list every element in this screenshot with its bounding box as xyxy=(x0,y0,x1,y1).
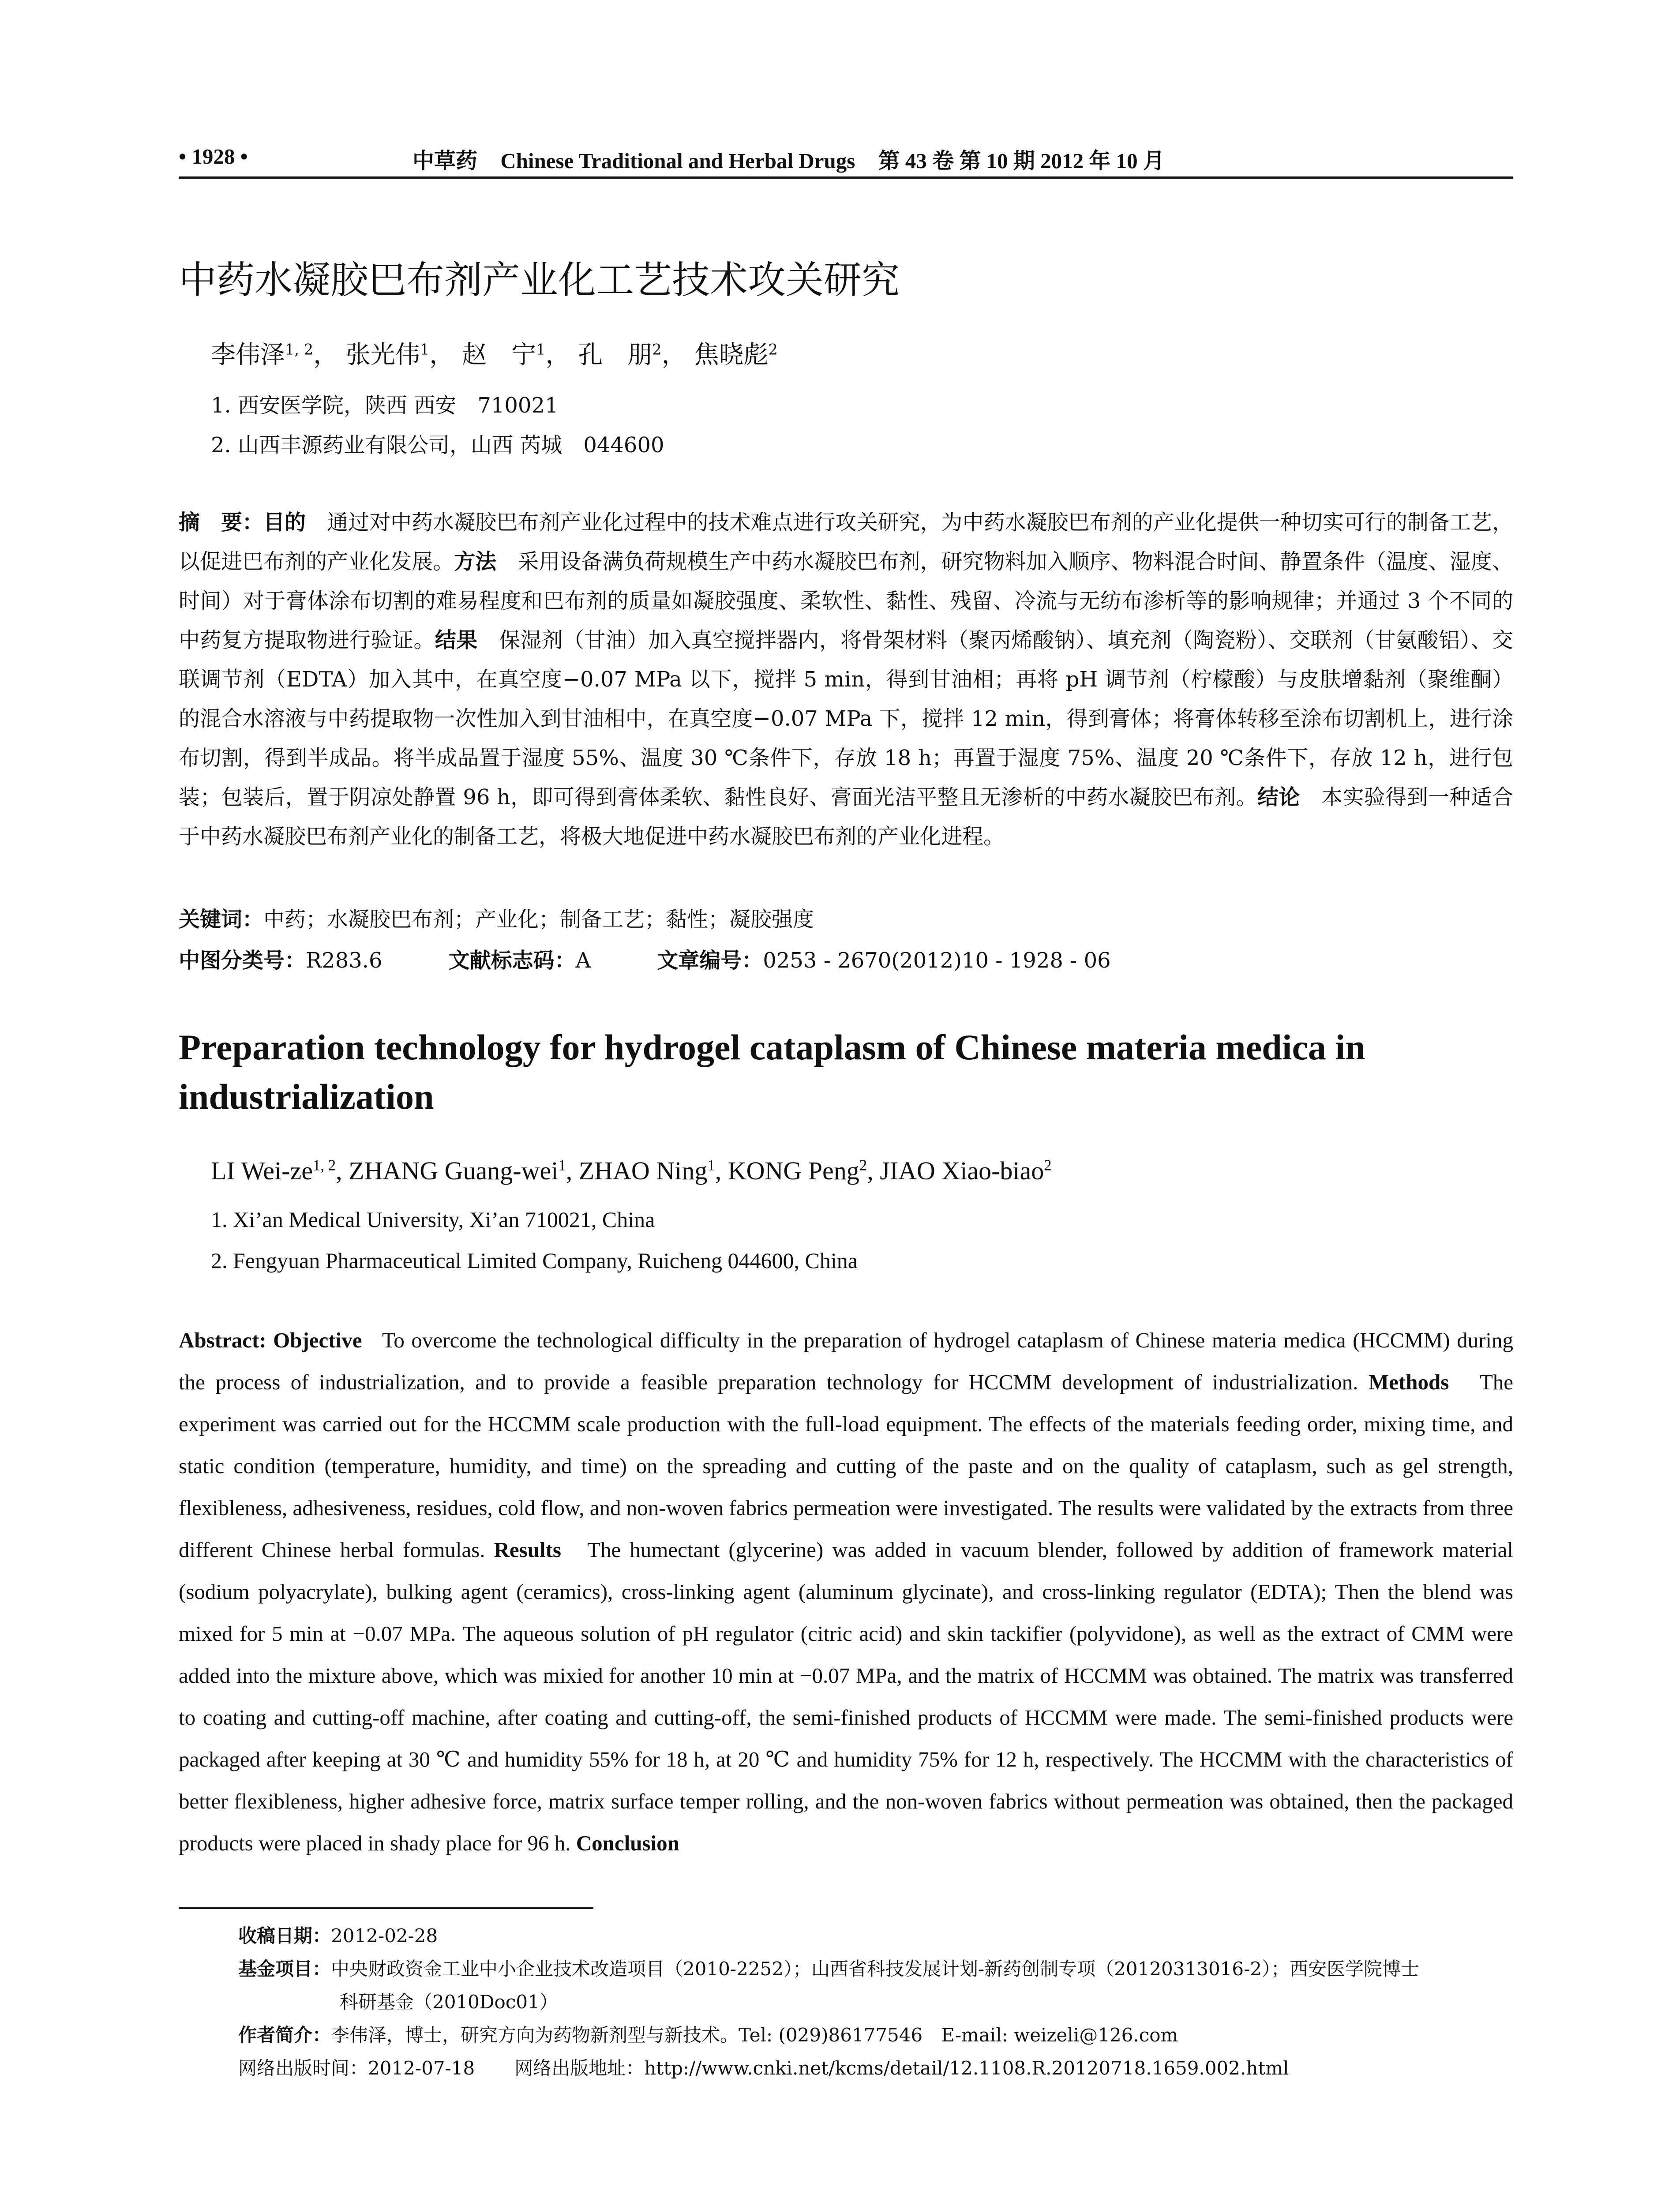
clc-label: 中图分类号： xyxy=(179,948,306,973)
cn-abstract xyxy=(179,503,1513,856)
journal-name-en: Chinese Traditional and Herbal Drugs xyxy=(500,149,855,173)
en-author-1-aff: 1, 2 xyxy=(312,1156,336,1174)
en-title: Preparation technology for hydrogel cataplasm of Chinese materia medica in industrialization xyxy=(179,1027,1365,1117)
en-author-3-aff: 1 xyxy=(707,1156,715,1174)
en-author-1: LI Wei-ze xyxy=(211,1156,313,1185)
cn-title: 中药水凝胶巴布剂产业化工艺技术攻关研究 xyxy=(179,258,900,302)
footnote-online xyxy=(238,2052,1513,2085)
footnote-author xyxy=(238,2018,1513,2052)
article-no-value: 0253 - 2670(2012)10 - 1928 - 06 xyxy=(763,948,1111,973)
en-abstract-label: Abstract: xyxy=(179,1328,266,1352)
cn-author-1-aff: 1, 2 xyxy=(285,341,314,358)
cn-author-3-aff: 1 xyxy=(536,341,546,358)
cn-affiliation-1: 1. 西安医学院，陕西 西安 710021 xyxy=(211,393,559,418)
cn-affiliation-2: 2. 山西丰源药业有限公司，山西 芮城 044600 xyxy=(211,433,664,458)
cn-objective-label: 目的 xyxy=(263,510,306,535)
en-objective-label: Objective xyxy=(273,1328,362,1352)
cn-author-5: 焦晓彪 xyxy=(694,341,769,369)
cn-conclusion-label: 结论 xyxy=(1257,785,1300,810)
cn-results-text: 保湿剂（甘油）加入真空搅拌器内，将骨架材料（聚丙烯酸钠）、填充剂（陶瓷粉）、交联剂（甘氨酸铝）、交联调节剂（EDTA）加入其中，在真空度−0.07 MPa 以下，搅拌 5 min，得到甘油相；再将 pH 调节剂（柠檬酸）与皮肤增黏剂（聚维酮）的混合水溶液与中药提取物一次性加入到甘油相中，在真空度−0.07 MPa 下，搅拌 12 min，得到膏体；将膏体转移至涂布切割机上，进行涂布切割，得到半成品。将半成品置于湿度 55%、温度 30 ℃条件下，存放 18 h；再置于湿度 75%、温度 20 ℃条件下，存放 12 h，进行包装；包装后，置于阴凉处静置 96 h，即可得到膏体柔软、黏性良好、膏面光洁平整且无渗析的中药水凝胶巴布剂。 xyxy=(179,628,1513,810)
running-header xyxy=(179,140,1513,171)
journal-issue: 第 43 卷 第 10 期 2012 年 10 月 xyxy=(878,149,1165,173)
en-methods-label: Methods xyxy=(1368,1370,1449,1394)
en-affiliation-1: 1. Xi’an Medical University, Xi’an 710021, China xyxy=(211,1207,655,1232)
en-affiliation-2: 2. Fengyuan Pharmaceutical Limited Company, Ruicheng 044600, China xyxy=(211,1248,858,1273)
fund-text-2: 科研基金（2010Doc01） xyxy=(340,1991,558,2013)
en-author-2: ZHANG Guang-wei xyxy=(349,1156,559,1185)
en-author-2-aff: 1 xyxy=(558,1156,566,1174)
en-results-text: The humectant (glycerine) was added in vacuum blender, followed by addition of framework material (sodium polyacrylate), bulking agent (ceramics), cross-linking agent (aluminum glycinate), and cross-linking regulator (EDTA); Then the blend was mixed for 5 min at −0.07 MPa. The aqueous solution of pH regulator (citric acid) and skin tackifier (polyvidone), as well as the extract of CMM were added into the mixture above, which was mixied for another 10 min at −0.07 MPa, and the matrix of HCCMM was obtained. The matrix was transferred to coating and cutting-off machine, after coating and cutting-off, the semi-finished products of HCCMM were made. The semi-finished products were packaged after keeping at 30 ℃ and humidity 55% for 18 h, at 20 ℃ and humidity 75% for 12 h, respectively. The HCCMM with the characteristics of better flexibleness, higher adhesive force, matrix surface temper rolling, and the non-woven fabrics without permeation was obtained, then the packaged products were placed in shady place for 96 h. xyxy=(179,1538,1513,1855)
en-results-label: Results xyxy=(494,1538,561,1562)
page-number: • 1928 • xyxy=(179,144,248,169)
article-no-label: 文章编号： xyxy=(657,948,763,973)
author-bio-text: 李伟泽，博士，研究方向为药物新剂型与新技术。Tel: (029)86177546 E-mail: weizeli@126.com xyxy=(331,2024,1178,2046)
en-methods-text: The experiment was carried out for the HCCMM scale production with the full-load equipment. The effects of the materials feeding order, mixing time, and static condition (temperature, humidity, and time) on the spreading and cutting of the paste and on the quality of cataplasm, such as gel strength, flexibleness, adhesiveness, residues, cold flow, and non-woven fabrics permeation were investigated. The results were validated by the extracts from three different Chinese herbal formulas. xyxy=(179,1370,1513,1562)
en-objective-text: To overcome the technological difficulty in the preparation of hydrogel cataplasm of Chinese materia medica (HCCMM) during the process of industrialization, and to provide a feasible preparation technology for HCCMM development of industrialization. xyxy=(179,1328,1513,1394)
en-author-3: ZHAO Ning xyxy=(578,1156,708,1185)
cn-keywords xyxy=(179,900,1513,939)
cn-author-4-aff: 2 xyxy=(652,341,662,358)
fund-label: 基金项目： xyxy=(238,1958,331,1980)
online-url: http://www.cnki.net/kcms/detail/12.1108.R.20120718.1659.002.html xyxy=(644,2057,1289,2079)
footnote-received xyxy=(238,1919,1513,1952)
doc-code-label: 文献标志码： xyxy=(448,948,576,973)
fund-text-1: 中央财政资金工业中小企业技术改造项目（2010-2252）；山西省科技发展计划-新药创制专项（20120313016-2）；西安医学院博士 xyxy=(331,1958,1420,1980)
cn-abstract-label: 摘 要： xyxy=(179,510,264,535)
author-bio-label: 作者简介： xyxy=(238,2024,331,2046)
en-author-5-aff: 2 xyxy=(1044,1156,1052,1174)
en-conclusion-label: Conclusion xyxy=(576,1831,679,1855)
cn-keywords-label: 关键词： xyxy=(179,907,264,932)
journal-name-cn: 中草药 xyxy=(412,148,478,173)
online-time: 2012-07-18 xyxy=(368,2057,475,2079)
cn-author-3: 赵 宁 xyxy=(462,341,536,369)
clc-value: R283.6 xyxy=(306,948,382,973)
doc-code-value: A xyxy=(575,948,591,973)
online-time-label: 网络出版时间： xyxy=(238,2057,368,2079)
footnotes xyxy=(238,1919,1513,2085)
cn-authors: 李伟泽$^{1, 2}$， 张光伟$^1$， 赵 宁$^1$， 孔 朋$^2$， 焦晓彪$^2$ xyxy=(211,341,778,369)
cn-author-2: 张光伟 xyxy=(345,341,420,369)
cn-methods-text: 采用设备满负荷规模生产中药水凝胶巴布剂，研究物料加入顺序、物料混合时间、静置条件（温度、湿度、时间）对于膏体涂布切割的难易程度和巴布剂的质量如凝胶强度、柔软性、黏性、残留、冷流与无纺布渗析等的影响规律；并通过 3 个不同的中药复方提取物进行验证。 xyxy=(179,549,1513,653)
cn-classification xyxy=(179,941,1513,980)
received-date: 2012-02-28 xyxy=(331,1925,438,1947)
cn-author-2-aff: 1 xyxy=(420,341,430,358)
received-label: 收稿日期： xyxy=(238,1925,331,1947)
en-author-4-aff: 2 xyxy=(859,1156,867,1174)
footnote-rule xyxy=(179,1907,593,1909)
cn-author-4: 孔 朋 xyxy=(578,341,652,369)
journal-info xyxy=(412,144,1165,175)
en-author-4: KONG Peng xyxy=(728,1156,859,1185)
en-authors: LI Wei-ze$^{1, 2}$, ZHANG Guang-wei$^1$, ZHAO Ning$^1$, KONG Peng$^2$, JIAO Xiao-biao$^2$ xyxy=(211,1156,1052,1185)
header-rule xyxy=(179,176,1513,179)
en-abstract xyxy=(179,1319,1513,1864)
cn-methods-label: 方法 xyxy=(454,549,497,574)
en-author-5: JIAO Xiao-biao xyxy=(880,1156,1044,1185)
footnote-fund xyxy=(238,1952,1513,1985)
cn-objective-text: 通过对中药水凝胶巴布剂产业化过程中的技术难点进行攻关研究，为中药水凝胶巴布剂的产业化提供一种切实可行的制备工艺，以促进巴布剂的产业化发展。 xyxy=(179,510,1513,574)
footnote-fund-cont xyxy=(238,1985,1513,2018)
cn-results-label: 结果 xyxy=(435,628,478,653)
cn-conclusion-text: 本实验得到一种适合于中药水凝胶巴布剂产业化的制备工艺，将极大地促进中药水凝胶巴布剂的产业化进程。 xyxy=(179,785,1513,849)
cn-author-5-aff: 2 xyxy=(768,341,778,358)
cn-keywords-text: 中药；水凝胶巴布剂；产业化；制备工艺；黏性；凝胶强度 xyxy=(263,907,814,932)
online-url-label: 网络出版地址： xyxy=(514,2057,645,2079)
cn-author-1: 李伟泽 xyxy=(211,341,285,369)
